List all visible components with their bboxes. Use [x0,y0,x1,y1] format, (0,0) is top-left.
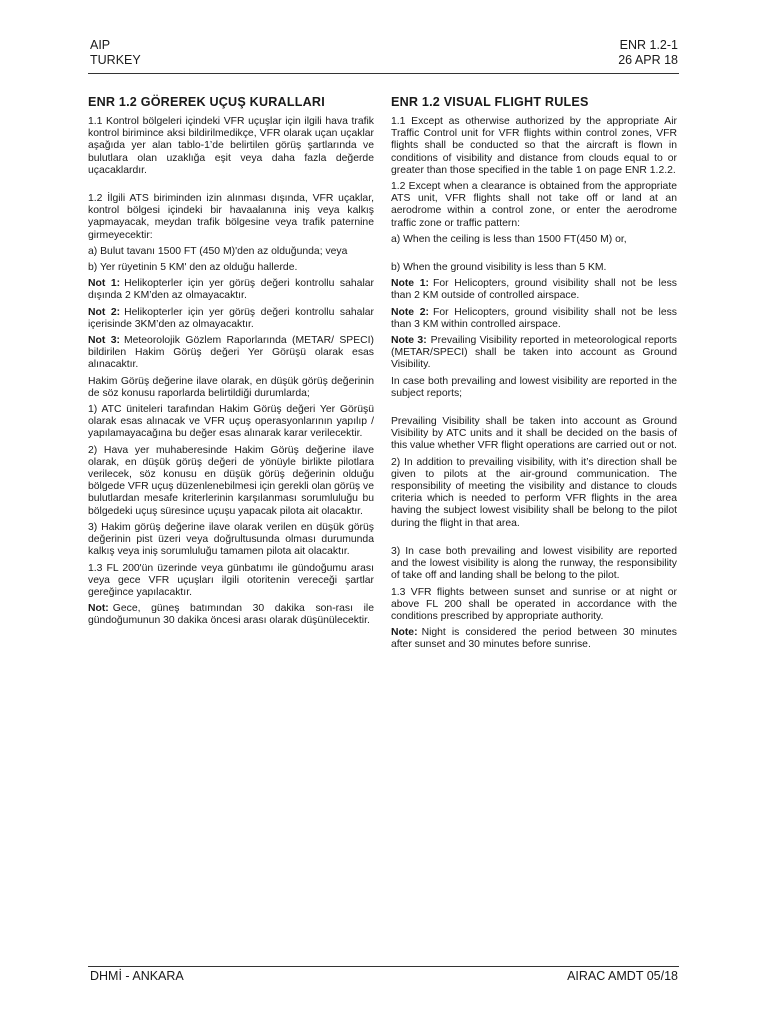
tr-paragraph-prevailing: Hakim Görüş değerine ilave olarak, en düşük görüş değerinin de söz konusu raporlarda belirtildiği durumlarda; [88,375,374,399]
footer-amendment: AIRAC AMDT 05/18 [567,969,678,983]
turkish-column [88,95,374,632]
en-paragraph-prevailing: In case both prevailing and lowest visibility are reported in the subject reports; [391,375,677,399]
en-note-1 [391,278,677,302]
en-note-2 [391,307,677,331]
en-item-2: 2) In addition to prevailing visibility, with it’s direction shall be given to pilots at the air-ground communication. The responsibility of meeting the visibility and distance to clouds criteria which is needed to perform VFR flights in the area having the subject lowest visibility shall be belong to the pilot during the flight in that area. [391,456,677,529]
tr-note-2-text: Helikopterler için yer görüş değeri kontrollu sahalar içerisinde 3KM’den az olmayacaktır. [88,306,375,330]
header-left [90,38,141,68]
en-note-night-label: Note: [391,627,418,639]
footer-divider [88,966,679,967]
tr-paragraph-1-2: 1.2 İlgili ATS biriminden izin alınması dışında, VFR uçaklar, kontrol bölgesi içindeki bir havaalanına iniş veya kalkış yapmayacak, meydan trafik bölgesine veya trafik paternine girmeyecektir: [88,193,374,241]
turkish-title: ENR 1.2 GÖREREK UÇUŞ KURALLARI [88,95,325,109]
header-divider [88,73,679,74]
en-note-night-text: Night is considered the period between 30 minutes after sunset and 30 minutes before sunrise. [391,627,677,651]
tr-note-1-label: Not 1: [88,278,121,290]
header-right [618,38,678,68]
en-note-2-label: Note 2: [391,306,429,318]
en-note-1-label: Note 1: [391,278,429,290]
tr-paragraph-1-1: 1.1 Kontrol bölgeleri içindeki VFR uçuşlar için ilgili hava trafik kontrol birimince aksi bildirilmedikçe, VFR olarak uçan uçaklar aşağıda yer alan tablo-1’de belirtilen görüş şartlarında ve bulutlara olan uzaklığa eşit veya daha fazla değerde uçacaklardır. [88,116,374,176]
tr-note-3-label: Not 3: [88,335,120,347]
tr-note-1-text: Helikopterler için yer görüş değeri kontrollu sahalar dışında 2 KM’den az olmayacaktır. [88,278,375,302]
tr-note-3-text: Meteorolojik Gözlem Raporlarında (METAR/ SPECI) bildirilen Hakim Görüş değeri Yer Görüşü olarak esas alınacaktır. [88,335,374,371]
header-aip: AIP [90,38,111,52]
en-note-3-label: Note 3: [391,335,427,347]
tr-note-2-label: Not 2: [88,306,121,318]
tr-item-3: 3) Hakim görüş değerine ilave olarak verilen en düşük görüş değerinin pist üzeri veya doğrultusunda olması durumunda kalkış veya iniş sorumluluğu tamamen pilota ait olacaktır. [88,521,374,558]
tr-item-a: a) Bulut tavanı 1500 FT (450 M)'den az olduğunda; veya [88,245,348,257]
en-note-1-text: For Helicopters, ground visibility shall not be less than 2 KM outside of controlled airspace. [391,278,677,302]
en-item-b: b) When the ground visibility is less than 5 KM. [391,262,607,274]
en-note-3-text: Prevailing Visibility reported in meteorological reports (METAR/SPECI) shall be taken into account as Ground Visibility. [391,335,678,371]
tr-item-1: 1) ATC üniteleri tarafından Hakim Görüş değeri Yer Görüşü olarak esas alınacak ve VFR uçuş operasyonlarının yapılıp / yapılamayacağına bu değer esas alınarak karar verilecektir. [88,404,374,440]
en-note-2-text: For Helicopters, ground visibility shall not be less than 3 KM within controlled airspace. [391,306,677,330]
tr-note-3 [88,335,374,372]
header-date: 26 APR 18 [618,53,678,67]
en-item-3: 3) In case both prevailing and lowest visibility are reported and the lowest visibility is along the runway, the responsibility of take off and landing shall be belong to the pilot. [391,545,677,582]
en-paragraph-1-1: 1.1 Except as otherwise authorized by the appropriate Air Traffic Control unit for VFR flights within control zones, VFR flights shall be conducted so that the aircraft is flown in conditions of visibility and distance from clouds equal to or greater than those specified in the table 1 on page ENR 1.2.2. [391,116,677,176]
tr-note-night-label: Not: [88,603,109,615]
en-paragraph-1-2: 1.2 Except when a clearance is obtained from the appropriate ATS unit, VFR flights shall not take off or land at an aerodrome within a control zone, or enter the aerodrome traffic zone or traffic pattern: [391,181,677,229]
tr-note-night [88,603,374,627]
header-country: TURKEY [90,53,141,67]
en-item-a: a) When the ceiling is less than 1500 FT(450 M) or, [391,233,627,245]
tr-item-b: b) Yer rüyetinin 5 KM' den az olduğu hallerde. [88,262,298,274]
english-column [391,95,677,656]
tr-paragraph-1-3: 1.3 FL 200'ün üzerinde veya günbatımı ile gündoğumu arası veya gece VFR uçuşları ilgili otoritenin vereceği şartlar gereğince yapılacaktır. [88,562,374,598]
tr-note-1 [88,278,374,302]
tr-note-2 [88,307,374,331]
en-note-3 [391,335,677,372]
header-page-ref: ENR 1.2-1 [619,38,678,52]
en-paragraph-1-3: 1.3 VFR flights between sunset and sunrise or at night or above FL 200 shall be operated in accordance with the conditions prescribed by appropriate authority. [391,586,677,622]
en-item-1: Prevailing Visibility shall be taken into account as Ground Visibility by ATC units and it shall be decided on the basis of this value whether VFR flight operations are carried out or not. [391,416,677,452]
english-title: ENR 1.2 VISUAL FLIGHT RULES [391,95,589,109]
footer-publisher: DHMİ - ANKARA [90,969,184,983]
en-note-night [391,627,677,651]
tr-item-2: 2) Hava yer muhaberesinde Hakim Görüş değerine ilave olarak, en düşük görüş değeri de yönüyle birlikte pilotlara verilecek, söz konusu en düşük görüş değerinin olduğu bölgede VFR uçuş düzenlenebilmesi için gerekli olan görüş ve bulutlardan mesafe kriterlerinin karşılanması sorumluluğu bu bölgedeki uçuş süresince uçuşu yapacak pilota ait olacaktır. [88,444,374,517]
tr-note-night-text: Gece, güneş batımından 30 dakika son-rası ile gündoğumunun 30 dakika öncesi arası olarak düşünülecektir. [88,603,374,627]
